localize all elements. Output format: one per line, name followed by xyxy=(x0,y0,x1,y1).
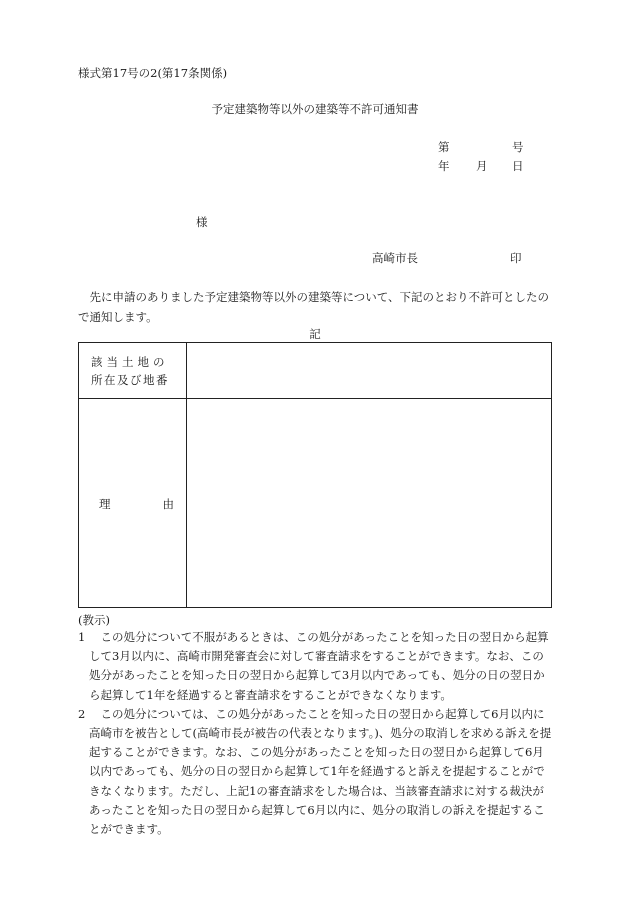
document-number-suffix: 号 xyxy=(512,140,524,154)
appeal-notice-number: 2 xyxy=(78,706,86,721)
date-month-label: 月 xyxy=(476,159,488,173)
reason-label-char-2: 由 xyxy=(162,497,174,511)
detail-table xyxy=(78,342,552,608)
addressee-honorific: 様 xyxy=(196,215,208,229)
appeal-notice-heading: (教示) xyxy=(78,613,110,627)
form-number: 様式第17号の2(第17条関係) xyxy=(78,66,228,80)
table-row-divider xyxy=(79,398,551,399)
appeal-notice-item xyxy=(78,705,554,839)
issuer-name: 高崎市長 xyxy=(372,251,418,265)
appeal-notice-text: この処分については、この処分があったことを知った日の翌日から起算して6月以内に高崎市を被告として(高崎市長が被告の代表となります。)、処分の取消しを求める訴えを提起することができます。なお、この処分があったことを知った日の翌日から起算して6月以内であっても、処分の日の翌日から起算して1年を経過すると訴えを提起することができなくなります。ただし、上記1の審査請求をした場合は、当該審査請求に対する裁決があったことを知った日の翌日から起算して6月以内に、処分の取消しの訴えを提起することができます。 xyxy=(89,706,552,837)
appeal-notice-list xyxy=(78,628,554,839)
notice-body: 先に申請のありました予定建築物等以外の建築等について、下記のとおり不許可としたので通知します。 xyxy=(78,290,550,324)
table-column-divider xyxy=(186,343,187,607)
document-title: 予定建築物等以外の建築等不許可通知書 xyxy=(211,102,419,116)
location-label-line1: 該当土地の xyxy=(91,355,169,369)
appeal-notice-item xyxy=(78,628,554,705)
seal-mark: 印 xyxy=(510,251,522,265)
appeal-notice-number: 1 xyxy=(78,630,86,644)
reason-label-char-1: 理 xyxy=(99,497,111,511)
ki-heading: 記 xyxy=(309,327,321,341)
location-label-line2: 所在及び地番 xyxy=(91,373,169,387)
date-day-label: 日 xyxy=(512,159,524,173)
reason-label xyxy=(99,496,174,512)
appeal-notice-text: この処分について不服があるときは、この処分があったことを知った日の翌日から起算して3月以内に、高崎市開発審査会に対して審査請求をすることができます。なお、この処分があったことを知った日の翌日から起算して3月以内であっても、処分の日の翌日から起算して1年を経過すると審査請求をすることができなくなります。 xyxy=(89,630,549,702)
document-number-prefix: 第 xyxy=(438,140,450,154)
date-year-label: 年 xyxy=(438,159,450,173)
